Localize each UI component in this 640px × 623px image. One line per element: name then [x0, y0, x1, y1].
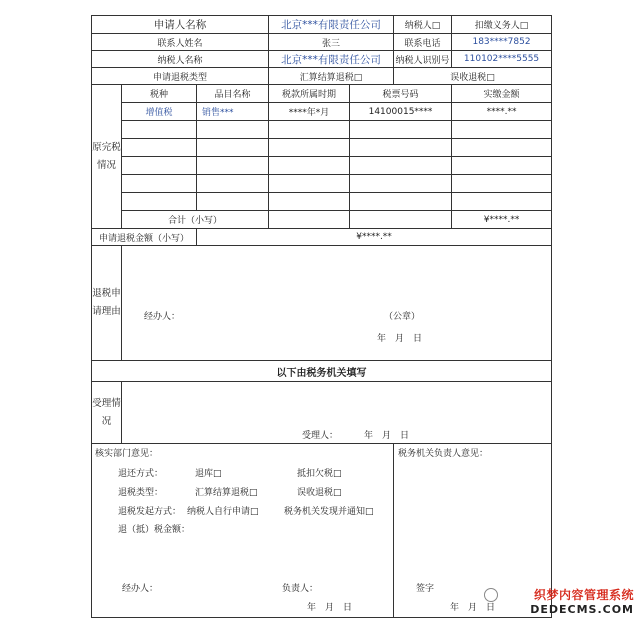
cell-tax-type[interactable]: 增值税: [122, 103, 197, 121]
refund-type-label: 申请退税类型: [92, 68, 269, 85]
acceptance-area[interactable]: [122, 382, 552, 444]
verify-title: 核实部门意见：: [95, 449, 159, 459]
empty-cell[interactable]: [197, 121, 269, 139]
verify-leader-label: 负责人：: [282, 584, 319, 594]
cell-ticket-number[interactable]: 14100015****: [350, 103, 452, 121]
empty-cell[interactable]: [197, 139, 269, 157]
initiation-label: 退税发起方式：: [118, 507, 182, 517]
empty-cell[interactable]: [269, 175, 350, 193]
applicant-value: 北京***有限责任公司: [269, 16, 394, 34]
contact-label: 联系人姓名: [92, 34, 269, 51]
refund-amount-value[interactable]: ¥****.**: [197, 229, 552, 246]
cell-tax-period[interactable]: ****年*月: [269, 103, 350, 121]
total-label: 合计（小写）: [122, 211, 269, 229]
acceptance-date: 年 月 日: [364, 430, 410, 441]
empty-cell[interactable]: [350, 193, 452, 211]
tax-refund-form: [91, 15, 551, 618]
watermark: [530, 586, 634, 616]
phone-label: 联系电话: [394, 34, 452, 51]
empty-cell[interactable]: [452, 157, 552, 175]
col-header-tax-period: 税款所属时期: [269, 85, 350, 103]
verify-handler-label: 经办人：: [122, 584, 159, 594]
refund-offset-amount-label: 退（抵）税金额：: [118, 525, 191, 535]
watermark-line1: 织梦内容管理系统: [533, 588, 634, 602]
taxpayer-option[interactable]: 纳税人□: [394, 16, 452, 34]
cell-item-name[interactable]: 销售***: [197, 103, 269, 121]
self-apply-option[interactable]: 纳税人自行申请□: [187, 507, 259, 517]
empty-cell[interactable]: [122, 175, 197, 193]
col-header-ticket-number: 税票号码: [350, 85, 452, 103]
col-header-item-name: 品目名称: [197, 85, 269, 103]
empty-cell[interactable]: [452, 121, 552, 139]
empty-cell[interactable]: [350, 139, 452, 157]
reason-area[interactable]: [122, 246, 552, 361]
applicant-label: 申请人名称: [92, 16, 269, 34]
refund-amount-label: 申请退税金额（小写）: [92, 229, 197, 246]
empty-cell[interactable]: [197, 175, 269, 193]
empty-cell[interactable]: [269, 157, 350, 175]
verification-area[interactable]: [92, 444, 394, 618]
contact-value: 张三: [269, 34, 394, 51]
empty-cell[interactable]: [452, 139, 552, 157]
empty-cell[interactable]: [452, 175, 552, 193]
taxpayer-name-value: 北京***有限责任公司: [269, 51, 394, 68]
empty-cell[interactable]: [350, 157, 452, 175]
cell-paid-amount[interactable]: ****.**: [452, 103, 552, 121]
office-notify-option[interactable]: 税务机关发现并通知□: [284, 507, 374, 517]
col-header-paid-amount: 实缴金额: [452, 85, 552, 103]
offset-arrears-option[interactable]: 抵扣欠税□: [297, 469, 342, 479]
empty-cell[interactable]: [452, 193, 552, 211]
taxpayer-id-label: 纳税人识别号: [394, 51, 452, 68]
empty-cell[interactable]: [269, 211, 350, 229]
empty-cell[interactable]: [350, 175, 452, 193]
empty-cell[interactable]: [122, 193, 197, 211]
reason-side-label: 退税申请理由: [92, 246, 122, 361]
seal-label: （公章）: [384, 311, 421, 322]
empty-cell[interactable]: [122, 157, 197, 175]
verify-settlement-option[interactable]: 汇算结算退税□: [195, 488, 258, 498]
empty-cell[interactable]: [197, 157, 269, 175]
reason-date: 年 月 日: [377, 333, 423, 344]
watermark-line2: DEDECMS.COM: [530, 603, 634, 616]
phone-value: 183****7852: [452, 34, 552, 51]
verify-type-label: 退税类型：: [118, 488, 164, 498]
empty-cell[interactable]: [350, 121, 452, 139]
handler-label: 经办人：: [144, 311, 181, 322]
empty-cell[interactable]: [350, 211, 452, 229]
acceptor-label: 受理人：: [302, 430, 339, 441]
empty-cell[interactable]: [122, 121, 197, 139]
empty-cell[interactable]: [269, 139, 350, 157]
leader-opinion-title: 税务机关负责人意见：: [398, 449, 489, 459]
wechat-icon: [484, 588, 498, 602]
verify-date: 年 月 日: [307, 603, 353, 613]
original-tax-side-label: 原完税情况: [92, 85, 122, 229]
empty-cell[interactable]: [122, 139, 197, 157]
taxpayer-name-label: 纳税人名称: [92, 51, 269, 68]
signature-label: 签字: [416, 584, 435, 594]
col-header-tax-type: 税种: [122, 85, 197, 103]
withholding-agent-option[interactable]: 扣缴义务人□: [452, 16, 552, 34]
empty-cell[interactable]: [269, 121, 350, 139]
total-value[interactable]: ¥****.**: [452, 211, 552, 229]
empty-cell[interactable]: [197, 193, 269, 211]
tax-office-section-header: 以下由税务机关填写: [92, 361, 552, 382]
leader-date: 年 月 日: [450, 603, 496, 613]
empty-cell[interactable]: [269, 193, 350, 211]
taxpayer-id-value: 110102****5555: [452, 51, 552, 68]
mistaken-refund-option[interactable]: 误收退税□: [394, 68, 552, 85]
acceptance-side-label: 受理情况: [92, 382, 122, 444]
leader-opinion-area[interactable]: [394, 444, 552, 618]
return-method-label: 退还方式：: [118, 469, 164, 479]
treasury-return-option[interactable]: 退库□: [195, 469, 222, 479]
verify-mistaken-option[interactable]: 误收退税□: [297, 488, 342, 498]
settlement-refund-option[interactable]: 汇算结算退税□: [269, 68, 394, 85]
